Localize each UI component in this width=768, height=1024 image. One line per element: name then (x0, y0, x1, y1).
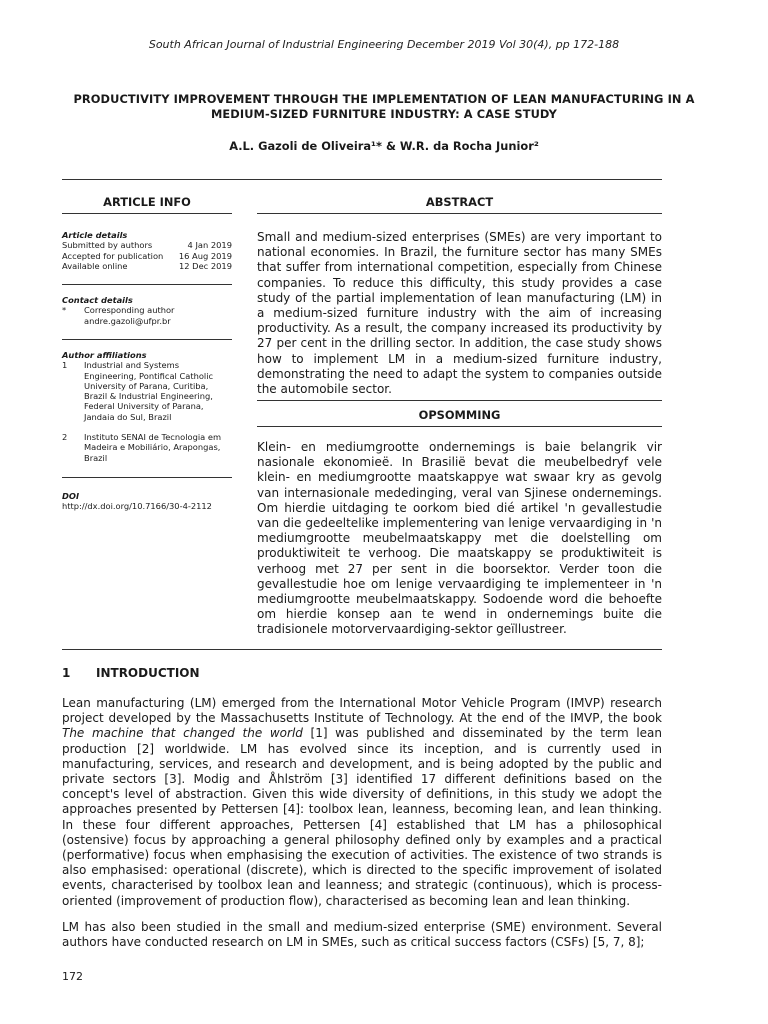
abstract-rule (257, 213, 662, 214)
detail-label: Available online (62, 260, 128, 271)
journal-header: South African Journal of Industrial Engineering December 2019 Vol 30(4), pp 172-188 (148, 38, 620, 51)
top-rule (62, 179, 662, 180)
detail-label: Accepted for publication (62, 250, 164, 261)
section-heading (62, 666, 200, 680)
intro-paragraph-1 (62, 696, 662, 909)
opsomming-rule (257, 426, 662, 427)
affiliation-item (62, 432, 232, 463)
section-rule (62, 649, 662, 650)
detail-row (62, 251, 232, 261)
contact-marker: * (62, 305, 67, 316)
contact-item (62, 305, 232, 315)
affiliation-number: 1 (62, 360, 68, 371)
section-title: INTRODUCTION (96, 666, 200, 680)
book-title: The machine that changed the world (62, 726, 303, 741)
affiliations-rule (62, 477, 232, 478)
detail-value: 4 Jan 2019 (187, 240, 232, 251)
author-affiliations (62, 350, 232, 463)
opsomming-heading: OPSOMMING (418, 408, 501, 422)
intro-text: [1] was published and disseminated by the term lean production [2] worldwide. LM has evolved since its inception, and is currently used in manufacturing, services, and research and development, and is being adopted by the public and private sectors [3]. Modig and Åhlström [3] identified 17 different definitions based on the concept's level of abstraction. Given this wide diversity of definitions, in this study we adopt the approaches presented by Pettersen [4]: toolbox lean, leanness, becoming lean, and lean thinking. In these four different approaches, Pettersen [4] established that LM has a philosophical (ostensive) focus by approaching a general philosophy defined only by examples and a practical (performative) focus when emphasising the execution of activities. The existence of two strands is also emphasised: operational (discrete), which is directed to the specific improvement of isolated events, characterised by toolbox lean and leanness; and strategic (continuous), which is process-oriented (improvement of production flow), characterised as becoming lean and lean thinking. (62, 726, 663, 908)
opsomming-top-rule (257, 400, 662, 401)
detail-row (62, 261, 232, 271)
affiliation-number: 2 (62, 432, 68, 443)
paper-title: PRODUCTIVITY IMPROVEMENT THROUGH THE IMPLEMENTATION OF LEAN MANUFACTURING IN A MEDIUM-SIZED FURNITURE INDUSTRY: A CASE STUDY (73, 92, 695, 121)
page-number: 172 (62, 970, 83, 983)
authors: A.L. Gazoli de Oliveira¹* & W.R. da Rocha Junior² (229, 139, 539, 153)
affiliation-text: Industrial and Systems Engineering, Pontifical Catholic University of Parana, Curitiba, Brazil & Industrial Engineering, Federal University of Parana, Jandaia do Sul, Brazil (84, 360, 214, 422)
opsomming-text: Klein- en mediumgrootte ondernemings is baie belangrik vir nasionale ekonomieë. In Brasilië bevat die meubelbedryf vele klein- en mediumgrootte maatskappye wat swaar kry as gevolg van internasionale mededinging, veral van Sjinese ondernemings. Om hierdie uitdaging te oorkom bied dié artikel 'n gevallestudie van die gedeeltelike implementering van lenige vervaardiging in 'n mediumgrootte meubelmaatskappy met die doelstelling om produktiwiteit te verhoog. Die maatskappy se produktiwiteit is verhoog met 27 per sent in die boorsektor. Verder toon die gevallestudie hoe om lenige vervaardiging te implementeer in 'n mediumgrootte meubelmaatskappy. Sodoende word die behoefte om hierdie konsep aan te wend in ondernemings buite die tradisionele motorvervaardiging-sektor geïllustreer. (257, 440, 662, 637)
detail-row (62, 240, 232, 250)
doi-block (62, 491, 232, 512)
article-info-heading: ARTICLE INFO (103, 195, 191, 209)
details-rule (62, 284, 232, 285)
abstract-heading: ABSTRACT (425, 195, 494, 209)
affiliation-text: Instituto SENAI de Tecnologia em Madeira e Mobiliário, Arapongas, Brazil (84, 432, 222, 463)
detail-value: 16 Aug 2019 (178, 250, 232, 261)
contact-email[interactable]: andre.gazoli@ufpr.br (84, 315, 171, 326)
contact-details (62, 295, 232, 326)
affiliation-item (62, 360, 232, 422)
contact-details-heading: Contact details (62, 295, 133, 305)
contact-label: Corresponding author (84, 305, 175, 316)
section-number: 1 (62, 666, 71, 680)
intro-text: Lean manufacturing (LM) emerged from the International Motor Vehicle Program (IMVP) research project developed by the Massachusetts Institute of Technology. At the end of the IMVP, the book (62, 696, 662, 726)
affiliations-heading: Author affiliations (62, 350, 147, 360)
abstract-text: Small and medium-sized enterprises (SMEs) are very important to national economies. In Brazil, the furniture sector has many SMEs that suffer from international competition, especially from Chinese companies. To reduce this difficulty, this study provides a case study of the partial implementation of lean manufacturing (LM) in a medium-sized furniture industry with the aim of increasing productivity. As a result, the company increased its productivity by 27 per cent in the drilling sector. In addition, the case study shows how to implement LM in a medium-sized furniture industry, demonstrating the need to adapt the system to companies outside the automobile sector. (257, 230, 662, 397)
contact-rule (62, 339, 232, 340)
intro-paragraph-2: LM has also been studied in the small and medium-sized enterprise (SME) environment. Several authors have conducted research on LM in SMEs, such as critical success factors (CSFs) [5, 7, 8]; (62, 920, 662, 950)
detail-label: Submitted by authors (62, 240, 153, 251)
doi-heading: DOI (62, 491, 80, 501)
article-details (62, 230, 232, 271)
contact-email-row (62, 316, 232, 326)
article-info-rule (62, 213, 232, 214)
detail-value: 12 Dec 2019 (178, 260, 232, 271)
article-details-heading: Article details (62, 230, 128, 240)
doi-link[interactable]: http://dx.doi.org/10.7166/30-4-2112 (62, 501, 212, 512)
